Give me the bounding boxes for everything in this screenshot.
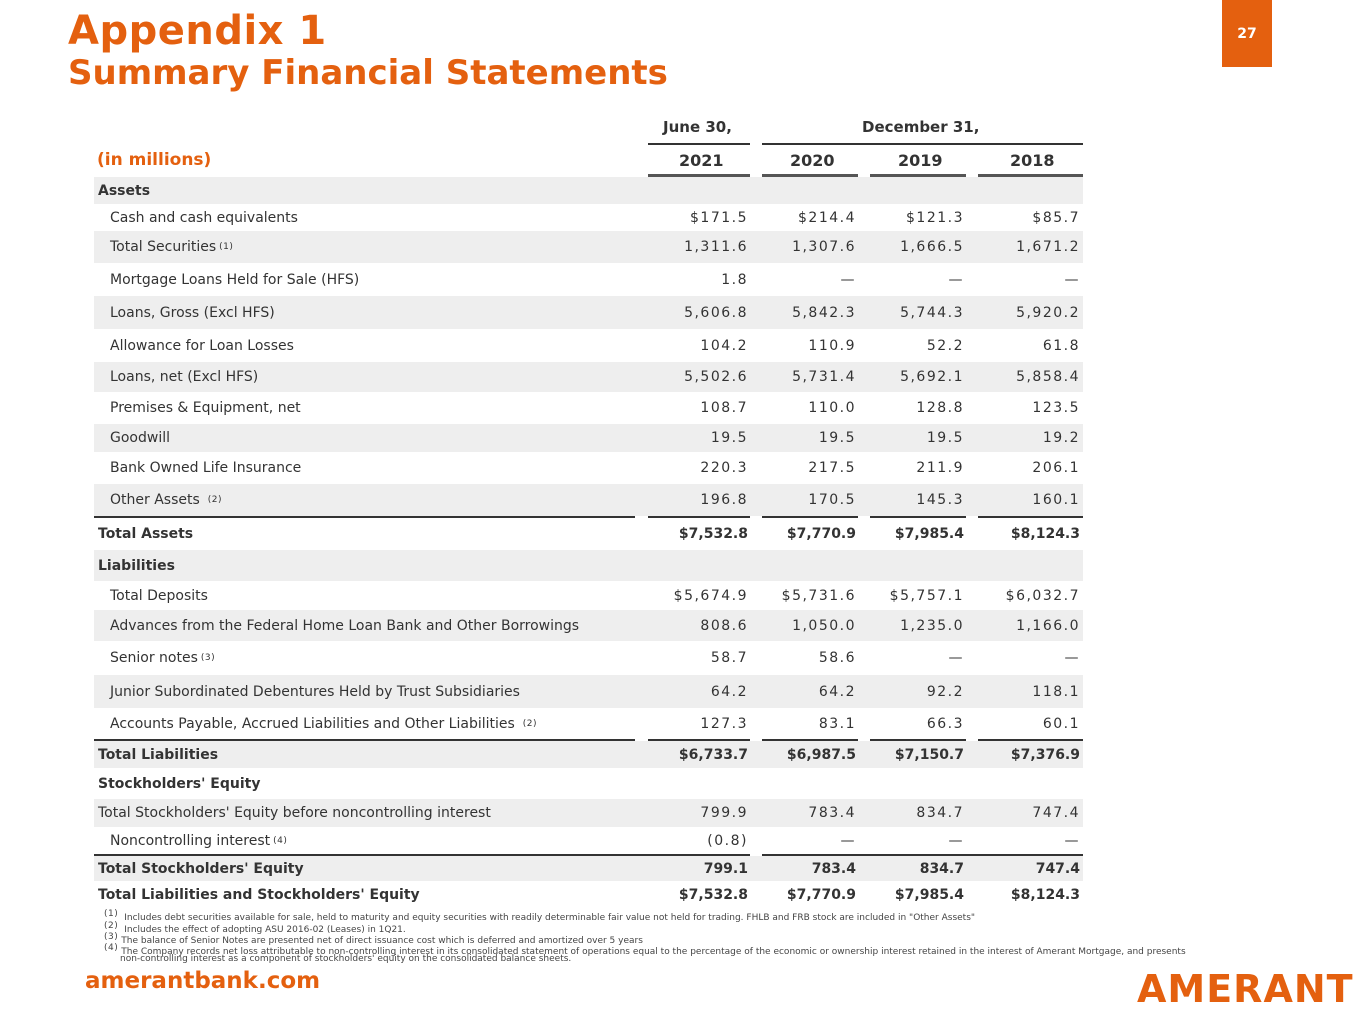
cell-2018: $8,124.3 xyxy=(1010,526,1080,542)
row-label: Bank Owned Life Insurance xyxy=(110,460,302,476)
cell-2018: 160.1 xyxy=(1032,492,1080,508)
section-header-liabilities xyxy=(94,550,1083,581)
cell-2020: 783.4 xyxy=(808,805,856,821)
cell-2019: 145.3 xyxy=(916,492,964,508)
cell-2019: 1,666.5 xyxy=(900,239,964,255)
cell-2018: 5,920.2 xyxy=(1016,304,1080,321)
cell-2021: 108.7 xyxy=(700,400,748,416)
table-row xyxy=(94,641,1083,675)
year-header: 2021 xyxy=(679,151,724,170)
row-label: Senior notes xyxy=(110,650,198,666)
cell-2020: $6,987.5 xyxy=(786,746,856,763)
footnote-ref: (2) xyxy=(522,718,538,729)
cell-2021: $171.5 xyxy=(690,209,748,226)
row-label: Total Securities xyxy=(110,239,217,255)
cell-2018: $85.7 xyxy=(1032,209,1080,226)
cell-2021: $5,674.9 xyxy=(673,587,748,604)
cell-2018: 1,166.0 xyxy=(1016,617,1080,634)
cell-2020: $7,770.9 xyxy=(786,526,856,542)
footnote-text: The balance of Senior Notes are presented net of direct issuance cost which is deferred and amortized over 5 years xyxy=(121,936,643,946)
table-row xyxy=(94,362,1083,392)
table-row xyxy=(94,263,1083,296)
cell-2020: 110.0 xyxy=(808,400,856,416)
row-label: Accounts Payable, Accrued Liabilities and Other Liabilities xyxy=(110,715,515,732)
year-header: 2018 xyxy=(1010,151,1055,170)
row-label: Other Assets xyxy=(110,492,200,508)
row-label: Total Liabilities and Stockholders' Equity xyxy=(98,886,420,903)
footnote-ref: (2) xyxy=(207,495,223,505)
cell-2021: 58.7 xyxy=(710,650,748,666)
cell-2020: 83.1 xyxy=(818,715,856,732)
footnote-text: Includes the effect of adopting ASU 2016-02 (Leases) in 1Q21. xyxy=(124,925,406,935)
table-row xyxy=(94,675,1083,708)
cell-2018: 61.8 xyxy=(1042,337,1080,354)
footnote-mark: (4) xyxy=(104,943,119,953)
cell-2021: 1,311.6 xyxy=(684,239,748,255)
cell-2021: $7,532.8 xyxy=(678,526,748,542)
cell-2019: 128.8 xyxy=(916,400,964,416)
row-label: Goodwill xyxy=(110,430,170,446)
cell-2018: 5,858.4 xyxy=(1016,369,1080,385)
cell-2020: 58.6 xyxy=(818,650,856,666)
cell-2018: $8,124.3 xyxy=(1010,886,1080,903)
cell-2020: 1,307.6 xyxy=(792,239,856,255)
cell-2019: — xyxy=(948,650,964,666)
row-label: Total Deposits xyxy=(110,587,208,604)
row-label: Total Liabilities xyxy=(98,746,219,763)
footnote-text: Includes debt securities available for sale, held to maturity and equity securities with readily determinable fair value not held for trading. FHLB and FRB stock are included in "Other Assets" xyxy=(124,913,976,923)
total-row-equity xyxy=(94,856,1083,881)
row-label: Allowance for Loan Losses xyxy=(110,337,294,354)
cell-2021: 196.8 xyxy=(700,492,748,508)
cell-2019: $7,150.7 xyxy=(894,746,964,763)
page-number-badge xyxy=(1222,0,1272,67)
cell-2020: 170.5 xyxy=(808,492,856,508)
table-row xyxy=(94,799,1083,827)
website-link[interactable]: amerantbank.com xyxy=(85,968,321,994)
cell-2020: 5,731.4 xyxy=(792,369,856,385)
cell-2021: 220.3 xyxy=(700,460,748,476)
cell-2020: 19.5 xyxy=(818,430,856,446)
cell-2019: $7,985.4 xyxy=(894,886,964,903)
cell-2021: 127.3 xyxy=(700,715,748,732)
cell-2019: 92.2 xyxy=(926,683,964,700)
cell-2019: 834.7 xyxy=(916,805,964,821)
cell-2021: $7,532.8 xyxy=(678,886,748,903)
cell-2018: — xyxy=(1064,832,1080,849)
cell-2018: — xyxy=(1064,650,1080,666)
row-label: Total Assets xyxy=(98,526,194,542)
cell-2018: — xyxy=(1064,271,1080,288)
total-row-liabilities xyxy=(94,741,1083,768)
cell-2021: 19.5 xyxy=(710,430,748,446)
cell-2019: $121.3 xyxy=(906,209,964,226)
row-label: Mortgage Loans Held for Sale (HFS) xyxy=(110,271,360,288)
page-number: 27 xyxy=(1237,25,1257,42)
cell-2019: 834.7 xyxy=(919,860,964,877)
cell-2018: $7,376.9 xyxy=(1010,746,1080,763)
units-label: (in millions) xyxy=(97,150,212,170)
cell-2020: 783.4 xyxy=(811,860,856,877)
cell-2020: 110.9 xyxy=(808,337,856,354)
footnote-continuation xyxy=(120,954,571,964)
cell-2018: 60.1 xyxy=(1042,715,1080,732)
cell-2021: 799.9 xyxy=(700,805,748,821)
footnote-text: non-controlling interest as a component of stockholders' equity on the consolidated balance sheets. xyxy=(120,954,572,964)
page-title: Appendix 1 xyxy=(68,8,327,54)
cell-2018: 206.1 xyxy=(1032,460,1080,476)
cell-2019: — xyxy=(948,832,964,849)
cell-2018: 118.1 xyxy=(1032,683,1080,700)
table-row xyxy=(94,392,1083,424)
footnote-text: The Company records net loss attributable to non-controlling interest in its consolidated statement of operations equal to the percentage of the economic or ownership interest retained in the interest of Amerant Mortgage, and presents xyxy=(121,947,1186,957)
cell-2018: 123.5 xyxy=(1032,400,1080,416)
cell-2020: $214.4 xyxy=(798,209,856,226)
table-row xyxy=(94,329,1083,362)
row-label: Total Stockholders' Equity xyxy=(98,860,304,877)
cell-2021: 808.6 xyxy=(700,617,748,634)
cell-2021: 64.2 xyxy=(710,683,748,700)
row-label: Liabilities xyxy=(98,557,175,574)
total-row-liabilities-equity xyxy=(94,881,1083,908)
cell-2020: — xyxy=(840,271,856,288)
row-label: Junior Subordinated Debentures Held by Trust Subsidiaries xyxy=(110,683,520,700)
row-label: Premises & Equipment, net xyxy=(110,400,301,416)
table-row xyxy=(94,484,1083,516)
cell-2019: 5,744.3 xyxy=(900,304,964,321)
footnote-ref: (3) xyxy=(200,653,216,663)
footnote-mark: (3) xyxy=(104,932,119,942)
page-subtitle: Summary Financial Statements xyxy=(68,53,668,93)
cell-2019: $5,757.1 xyxy=(889,587,964,604)
cell-2019: 211.9 xyxy=(916,460,964,476)
cell-2018: 19.2 xyxy=(1042,430,1080,446)
cell-2019: 52.2 xyxy=(926,337,964,354)
header-rule-june xyxy=(648,143,750,145)
row-label: Total Stockholders' Equity before noncontrolling interest xyxy=(98,805,491,821)
year-header: 2019 xyxy=(898,151,943,170)
cell-2021: (0.8) xyxy=(707,832,748,849)
total-row-assets xyxy=(94,518,1083,550)
cell-2019: 5,692.1 xyxy=(900,369,964,385)
cell-2020: 5,842.3 xyxy=(792,304,856,321)
footnote-ref: (1) xyxy=(219,242,234,252)
cell-2020: 217.5 xyxy=(808,460,856,476)
row-label: Assets xyxy=(98,182,151,199)
year-header: 2020 xyxy=(790,151,835,170)
table-row xyxy=(94,581,1083,610)
amerant-logo xyxy=(1137,970,1355,1006)
section-header-assets xyxy=(94,177,1083,204)
row-label: Loans, Gross (Excl HFS) xyxy=(110,304,275,321)
row-label: Noncontrolling interest xyxy=(110,832,271,849)
table-row xyxy=(94,231,1083,263)
header-rule-december xyxy=(762,143,1083,145)
cell-2019: 1,235.0 xyxy=(900,617,964,634)
cell-2019: — xyxy=(948,271,964,288)
cell-2020: $5,731.6 xyxy=(781,587,856,604)
footnote-mark: (1) xyxy=(104,909,119,919)
table-row xyxy=(94,452,1083,484)
cell-2021: 5,502.6 xyxy=(684,369,748,385)
row-label: Cash and cash equivalents xyxy=(110,209,298,226)
cell-2020: 1,050.0 xyxy=(792,617,856,634)
cell-2021: $6,733.7 xyxy=(678,746,748,763)
section-header-equity xyxy=(94,768,1083,799)
header-june: June 30, xyxy=(663,118,732,136)
cell-2020: 64.2 xyxy=(818,683,856,700)
cell-2019: 66.3 xyxy=(926,715,964,732)
table-row xyxy=(94,204,1083,231)
row-label: Stockholders' Equity xyxy=(98,775,261,792)
cell-2021: 799.1 xyxy=(703,860,748,877)
cell-2020: $7,770.9 xyxy=(786,886,856,903)
row-label: Advances from the Federal Home Loan Bank and Other Borrowings xyxy=(110,617,580,634)
table-row xyxy=(94,424,1083,452)
cell-2020: — xyxy=(840,832,856,849)
cell-2018: 747.4 xyxy=(1035,860,1080,877)
table-row xyxy=(94,708,1083,739)
row-label: Loans, net (Excl HFS) xyxy=(110,369,259,385)
header-december: December 31, xyxy=(862,118,980,136)
table-row xyxy=(94,610,1083,641)
cell-2018: 1,671.2 xyxy=(1016,239,1080,255)
cell-2021: 104.2 xyxy=(700,337,748,354)
footnote-ref: (4) xyxy=(273,835,288,846)
cell-2018: $6,032.7 xyxy=(1005,587,1080,604)
cell-2018: 747.4 xyxy=(1032,805,1080,821)
cell-2021: 1.8 xyxy=(721,271,748,288)
footnote-mark: (2) xyxy=(104,921,119,931)
table-row xyxy=(94,296,1083,329)
table-row xyxy=(94,827,1083,854)
cell-2019: 19.5 xyxy=(926,430,964,446)
cell-2019: $7,985.4 xyxy=(894,526,964,542)
cell-2021: 5,606.8 xyxy=(684,304,748,321)
logo-text: AMERANT xyxy=(1137,970,1354,1006)
